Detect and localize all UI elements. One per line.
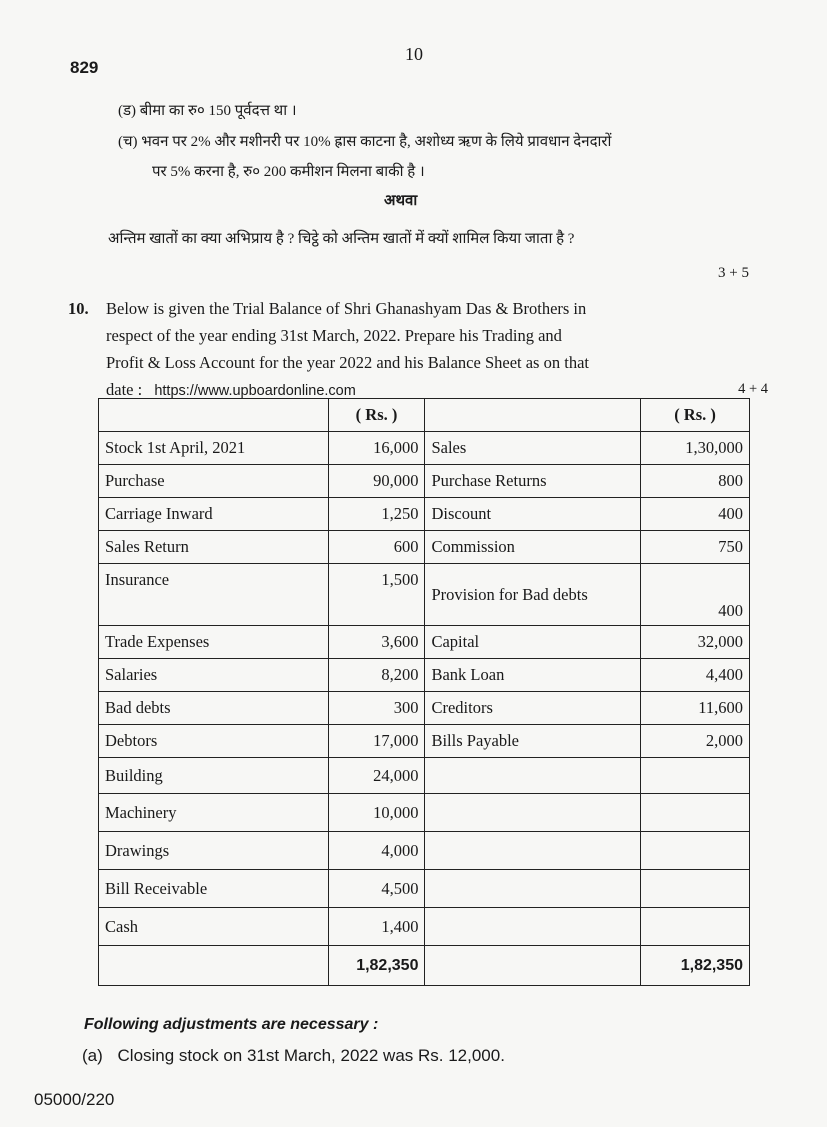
credit-label: [425, 758, 641, 794]
credit-amount: 11,600: [641, 692, 750, 725]
table-row: [99, 659, 750, 692]
debit-amount: 1,400: [328, 908, 425, 946]
adjustment-a-text: Closing stock on 31st March, 2022 was Rs. 12,000.: [117, 1046, 505, 1065]
total-label-cell: [425, 946, 641, 986]
credit-label: [425, 832, 641, 870]
debit-amount: 24,000: [328, 758, 425, 794]
debit-label: Bill Receivable: [99, 870, 329, 908]
debit-label: Debtors: [99, 725, 329, 758]
debit-label: Machinery: [99, 794, 329, 832]
header-rs-right: ( Rs. ): [641, 399, 750, 432]
header-rs-left: ( Rs. ): [328, 399, 425, 432]
credit-amount: [641, 758, 750, 794]
credit-label: Discount: [425, 498, 641, 531]
credit-amount: 400: [641, 564, 750, 626]
debit-label: Stock 1st April, 2021: [99, 432, 329, 465]
credit-amount: [641, 832, 750, 870]
debit-amount: 600: [328, 531, 425, 564]
credit-label: Capital: [425, 626, 641, 659]
alt-marks: 3 + 5: [718, 265, 749, 281]
total-label-cell: [99, 946, 329, 986]
credit-amount: [641, 908, 750, 946]
debit-amount: 90,000: [328, 465, 425, 498]
credit-amount: 1,30,000: [641, 432, 750, 465]
website-url[interactable]: https://www.upboardonline.com: [154, 383, 356, 399]
credit-label: Creditors: [425, 692, 641, 725]
credit-amount: 32,000: [641, 626, 750, 659]
credit-label: Bank Loan: [425, 659, 641, 692]
debit-amount: 1,500: [328, 564, 425, 626]
credit-label: Bills Payable: [425, 725, 641, 758]
debit-label: Cash: [99, 908, 329, 946]
hindi-or: अथवा: [384, 193, 418, 209]
debit-label: Insurance: [99, 564, 329, 626]
credit-amount: 4,400: [641, 659, 750, 692]
debit-amount: 300: [328, 692, 425, 725]
credit-amount: 400: [641, 498, 750, 531]
debit-amount: 4,500: [328, 870, 425, 908]
credit-label: [425, 870, 641, 908]
credit-label: Commission: [425, 531, 641, 564]
debit-amount: 1,250: [328, 498, 425, 531]
footer-code: 05000/220: [34, 1090, 115, 1109]
credit-amount: [641, 794, 750, 832]
debit-amount: 16,000: [328, 432, 425, 465]
debit-label: Building: [99, 758, 329, 794]
total-credit: 1,82,350: [641, 946, 750, 986]
table-row: [99, 832, 750, 870]
hindi-alt-question: अन्तिम खातों का क्या अभिप्राय है ? चिट्ठे को अन्तिम खातों में क्यों शामिल किया जाता है ?: [108, 231, 575, 247]
debit-label: Sales Return: [99, 531, 329, 564]
credit-amount: [641, 870, 750, 908]
debit-label: Carriage Inward: [99, 498, 329, 531]
adjustment-a-label: (a): [82, 1046, 103, 1065]
question-line-2: respect of the year ending 31st March, 2022. Prepare his Trading and: [106, 326, 562, 345]
question-line-3: Profit & Loss Account for the year 2022 and his Balance Sheet as on that: [106, 353, 589, 372]
credit-amount: 750: [641, 531, 750, 564]
table-row: [99, 531, 750, 564]
table-row: [99, 465, 750, 498]
total-debit: 1,82,350: [328, 946, 425, 986]
debit-label: Drawings: [99, 832, 329, 870]
question-line-4: date :: [106, 380, 143, 399]
debit-amount: 17,000: [328, 725, 425, 758]
debit-amount: 3,600: [328, 626, 425, 659]
debit-label: Trade Expenses: [99, 626, 329, 659]
question-marks: 4 + 4: [738, 381, 768, 397]
table-total-row: [99, 946, 750, 986]
header-cell: [99, 399, 329, 432]
debit-amount: 8,200: [328, 659, 425, 692]
debit-amount: 4,000: [328, 832, 425, 870]
table-row: [99, 758, 750, 794]
credit-label: Provision for Bad debts: [425, 564, 641, 626]
debit-label: Salaries: [99, 659, 329, 692]
table-row: [99, 692, 750, 725]
table-row: [99, 432, 750, 465]
credit-label: Sales: [425, 432, 641, 465]
credit-label: [425, 908, 641, 946]
table-header-row: [99, 399, 750, 432]
question-10: [68, 295, 768, 405]
hindi-item-e: (ड) बीमा का रु० 150 पूर्वदत्त था ।: [118, 103, 297, 119]
credit-amount: 800: [641, 465, 750, 498]
debit-amount: 10,000: [328, 794, 425, 832]
table-row: [99, 564, 750, 626]
debit-label: Purchase: [99, 465, 329, 498]
paper-code: 829: [70, 58, 99, 77]
page-number: 10: [405, 44, 423, 64]
adjustments-title: Following adjustments are necessary :: [84, 1016, 379, 1033]
question-number: 10.: [68, 299, 89, 318]
debit-label: Bad debts: [99, 692, 329, 725]
credit-label: Purchase Returns: [425, 465, 641, 498]
hindi-item-f-line1: (च) भवन पर 2% और मशीनरी पर 10% ह्रास काटना है, अशोध्य ऋण के लिये प्रावधान देनदारों: [118, 134, 612, 150]
adjustment-a: [82, 1046, 505, 1066]
hindi-item-f-line2: पर 5% करना है, रु० 200 कमीशन मिलना बाकी है ।: [152, 164, 425, 180]
question-line-1: Below is given the Trial Balance of Shri Ghanashyam Das & Brothers in: [106, 299, 587, 318]
table-row: [99, 908, 750, 946]
table-row: [99, 794, 750, 832]
credit-label: [425, 794, 641, 832]
table-row: [99, 626, 750, 659]
table-row: [99, 498, 750, 531]
credit-amount: 2,000: [641, 725, 750, 758]
trial-balance-table: [98, 398, 750, 986]
table-row: [99, 870, 750, 908]
table-row: [99, 725, 750, 758]
header-cell: [425, 399, 641, 432]
